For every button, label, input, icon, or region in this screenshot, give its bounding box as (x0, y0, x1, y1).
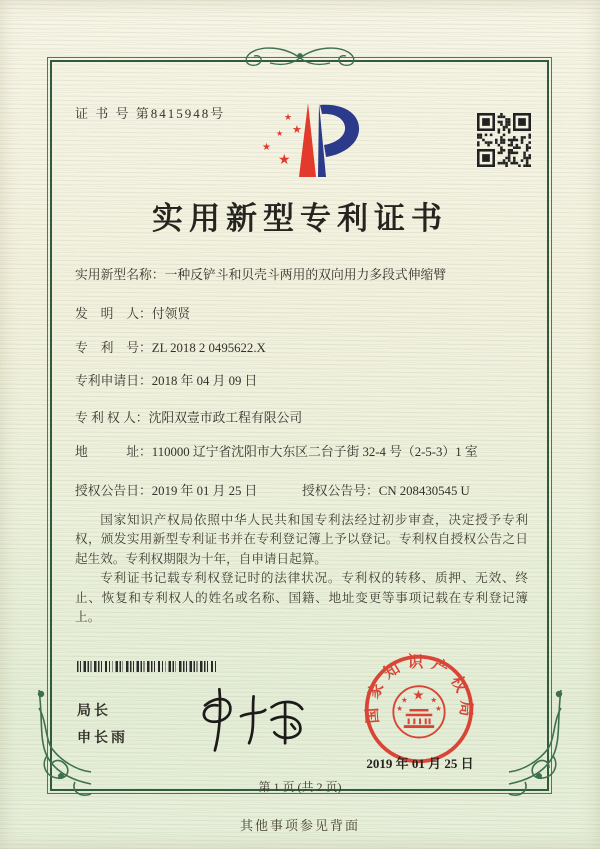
logo-star-icon: ★ (262, 142, 271, 153)
logo-navy-sliver (318, 103, 326, 177)
svg-text:★: ★ (400, 695, 408, 705)
field-value: ZL 2018 2 0495622.X (151, 341, 266, 355)
director-title: 局长 (77, 704, 111, 719)
seal-date: 2019 年 01 月 25 日 (366, 756, 474, 771)
field-label: 授权公告日： (75, 484, 152, 498)
legal-paragraph-2: 专利证书记载专利权登记时的法律状况。专利权的转移、质押、无效、终止、恢复和专利权人的姓名或名称、国籍、地址变更等事项记载在专利登记簿上。 (75, 571, 528, 625)
field-row-patentee (75, 409, 535, 427)
logo-star-icon: ★ (278, 153, 291, 168)
cnipa-logo (252, 100, 364, 180)
field-row-invention-name (75, 266, 535, 284)
field-value: 付领贤 (151, 307, 191, 321)
field-row-filing-date (75, 372, 535, 390)
logo-star-icon: ★ (276, 129, 284, 138)
field-row-patent-number (75, 339, 535, 357)
field-value: 沈阳双壹市政工程有限公司 (148, 411, 303, 425)
logo-p-bowl (320, 105, 359, 157)
field-value: 2019 年 01 月 25 日 (151, 484, 258, 498)
director-signature (178, 682, 313, 754)
field-value: 110000 辽宁省沈阳市大东区二台子街 32-4 号（2-5-3）1 室 (151, 445, 478, 459)
official-seal (362, 652, 476, 766)
director-name: 申长雨 (77, 731, 128, 746)
field-label: 专 利 权 人： (75, 411, 149, 425)
barcode (77, 661, 218, 672)
field-label: 实用新型名称： (75, 268, 165, 282)
field-value: 一种反铲斗和贝壳斗两用的双向用力多段式伸缩臂 (164, 268, 447, 282)
logo-red-wedge (299, 103, 316, 177)
svg-text:★: ★ (396, 703, 404, 713)
field-value: CN 208430545 U (378, 484, 470, 498)
back-side-note: 其他事项参见背面 (239, 818, 360, 833)
field-label: 专 利 号： (75, 341, 152, 355)
certificate-title: 实用新型专利证书 (152, 201, 448, 236)
seal-text: 国家知识产权局 (363, 654, 475, 725)
svg-text:★: ★ (435, 703, 442, 713)
logo-star-icon: ★ (284, 112, 293, 122)
field-row-address (75, 443, 535, 461)
page-number: 第 1 页 (共 2 页) (258, 780, 342, 794)
field-label: 授权公告号： (302, 484, 379, 498)
field-label: 专利申请日： (75, 374, 152, 388)
legal-text-block (75, 511, 528, 627)
field-label: 地 址： (75, 445, 152, 459)
logo-star-icon: ★ (292, 124, 302, 136)
field-value: 2018 年 04 月 09 日 (151, 374, 258, 388)
legal-paragraph-1: 国家知识产权局依照中华人民共和国专利法经过初步审查，决定授予专利权，颁发实用新型专利证书并在专利登记簿上予以登记。专利权自授权公告之日起生效。专利权期限为十年，自申请日起算。 (75, 513, 528, 566)
national-emblem-icon (393, 686, 444, 737)
qr-code (477, 111, 531, 169)
field-row-inventor (75, 305, 535, 323)
field-label: 发 明 人： (75, 307, 152, 321)
svg-text:★: ★ (412, 687, 425, 703)
svg-text:★: ★ (430, 695, 438, 705)
certificate-number: 证 书 号 第8415948号 (75, 106, 226, 121)
field-row-grant-number (302, 482, 600, 500)
